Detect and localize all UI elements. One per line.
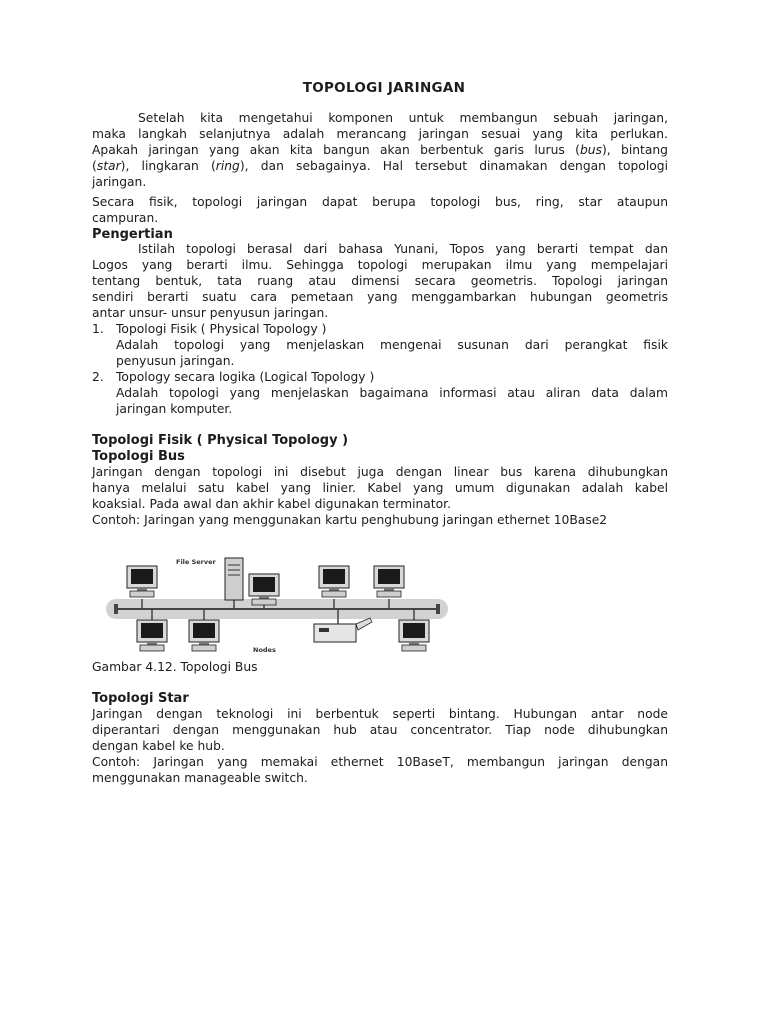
intro-line-7: campuran.	[92, 211, 159, 225]
pengertian-line-3: tentang bentuk, tata ruang atau dimensi secara geometris. Topologi jaringan	[92, 274, 668, 288]
intro-line-2: maka langkah selanjutnya adalah merancang jaringan sesuai yang kita perlukan.	[92, 127, 668, 141]
bus-topology-figure	[100, 552, 460, 660]
star-heading: Topologi Star	[92, 691, 189, 706]
top-node-2	[249, 574, 279, 609]
list-item-desc-2: penyusun jaringan.	[116, 354, 235, 368]
intro-line-3: Apakah jaringan yang akan kita bangun akan berbentuk garis lurus (bus), bintang	[92, 143, 668, 157]
bus-line-3: koaksial. Pada awal dan akhir kabel digunakan terminator.	[92, 497, 451, 511]
star-line-5: menggunakan manageable switch.	[92, 771, 308, 785]
physical-topology-heading: Topologi Fisik ( Physical Topology )	[92, 433, 349, 448]
figure-caption: Gambar 4.12. Topologi Bus	[92, 660, 258, 674]
list-item-desc-1: Adalah topologi yang menjelaskan bagaimana informasi atau aliran data dalam	[116, 386, 668, 400]
star-line-4: Contoh: Jaringan yang memakai ethernet 10BaseT, membangun jaringan dengan	[92, 755, 668, 769]
star-line-3: dengan kabel ke hub.	[92, 739, 225, 753]
pengertian-heading: Pengertian	[92, 227, 173, 242]
terminator-right	[436, 604, 440, 614]
star-line-2: diperantari dengan menggunakan hub atau concentrator. Tiap node dihubungkan	[92, 723, 668, 737]
intro-line-6: Secara fisik, topologi jaringan dapat berupa topologi bus, ring, star ataupun	[92, 195, 668, 209]
list-item: 1. Topologi Fisik ( Physical Topology )	[92, 322, 327, 336]
file-server-label: File Server	[176, 558, 216, 566]
bus-heading: Topologi Bus	[92, 449, 185, 464]
intro-line-5: jaringan.	[92, 175, 147, 189]
pengertian-line-1: Istilah topologi berasal dari bahasa Yunani, Topos yang berarti tempat dan	[138, 242, 668, 256]
intro-line-4: (star), lingkaran (ring), dan sebagainya. Hal tersebut dinamakan dengan topologi	[92, 159, 668, 173]
page-title: TOPOLOGI JARINGAN	[302, 80, 466, 96]
pengertian-line-4: sendiri berarti suatu cara pemetaan yang menggambarkan hubungan geometris	[92, 290, 668, 304]
bus-line-1: Jaringan dengan topologi ini disebut juga dengan linear bus karena dihubungkan	[92, 465, 668, 479]
pengertian-line-5: antar unsur- unsur penyusun jaringan.	[92, 306, 329, 320]
bus-line-4: Contoh: Jaringan yang menggunakan kartu penghubung jaringan ethernet 10Base2	[92, 513, 608, 527]
list-item-desc-1: Adalah topologi yang menjelaskan mengenai susunan dari perangkat fisik	[116, 338, 668, 352]
list-item: 2. Topology secara logika (Logical Topology )	[92, 370, 375, 384]
list-item-desc-2: jaringan komputer.	[116, 402, 233, 416]
nodes-label: Nodes	[253, 646, 276, 654]
bus-line-2: hanya melalui satu kabel yang linier. Kabel yang umum digunakan adalah kabel	[92, 481, 668, 495]
intro-line-1: Setelah kita mengetahui komponen untuk membangun sebuah jaringan,	[138, 111, 668, 125]
star-line-1: Jaringan dengan teknologi ini berbentuk seperti bintang. Hubungan antar node	[92, 707, 668, 721]
terminator-left	[114, 604, 118, 614]
pengertian-line-2: Logos yang berarti ilmu. Sehingga topologi merupakan ilmu yang mempelajari	[92, 258, 668, 272]
